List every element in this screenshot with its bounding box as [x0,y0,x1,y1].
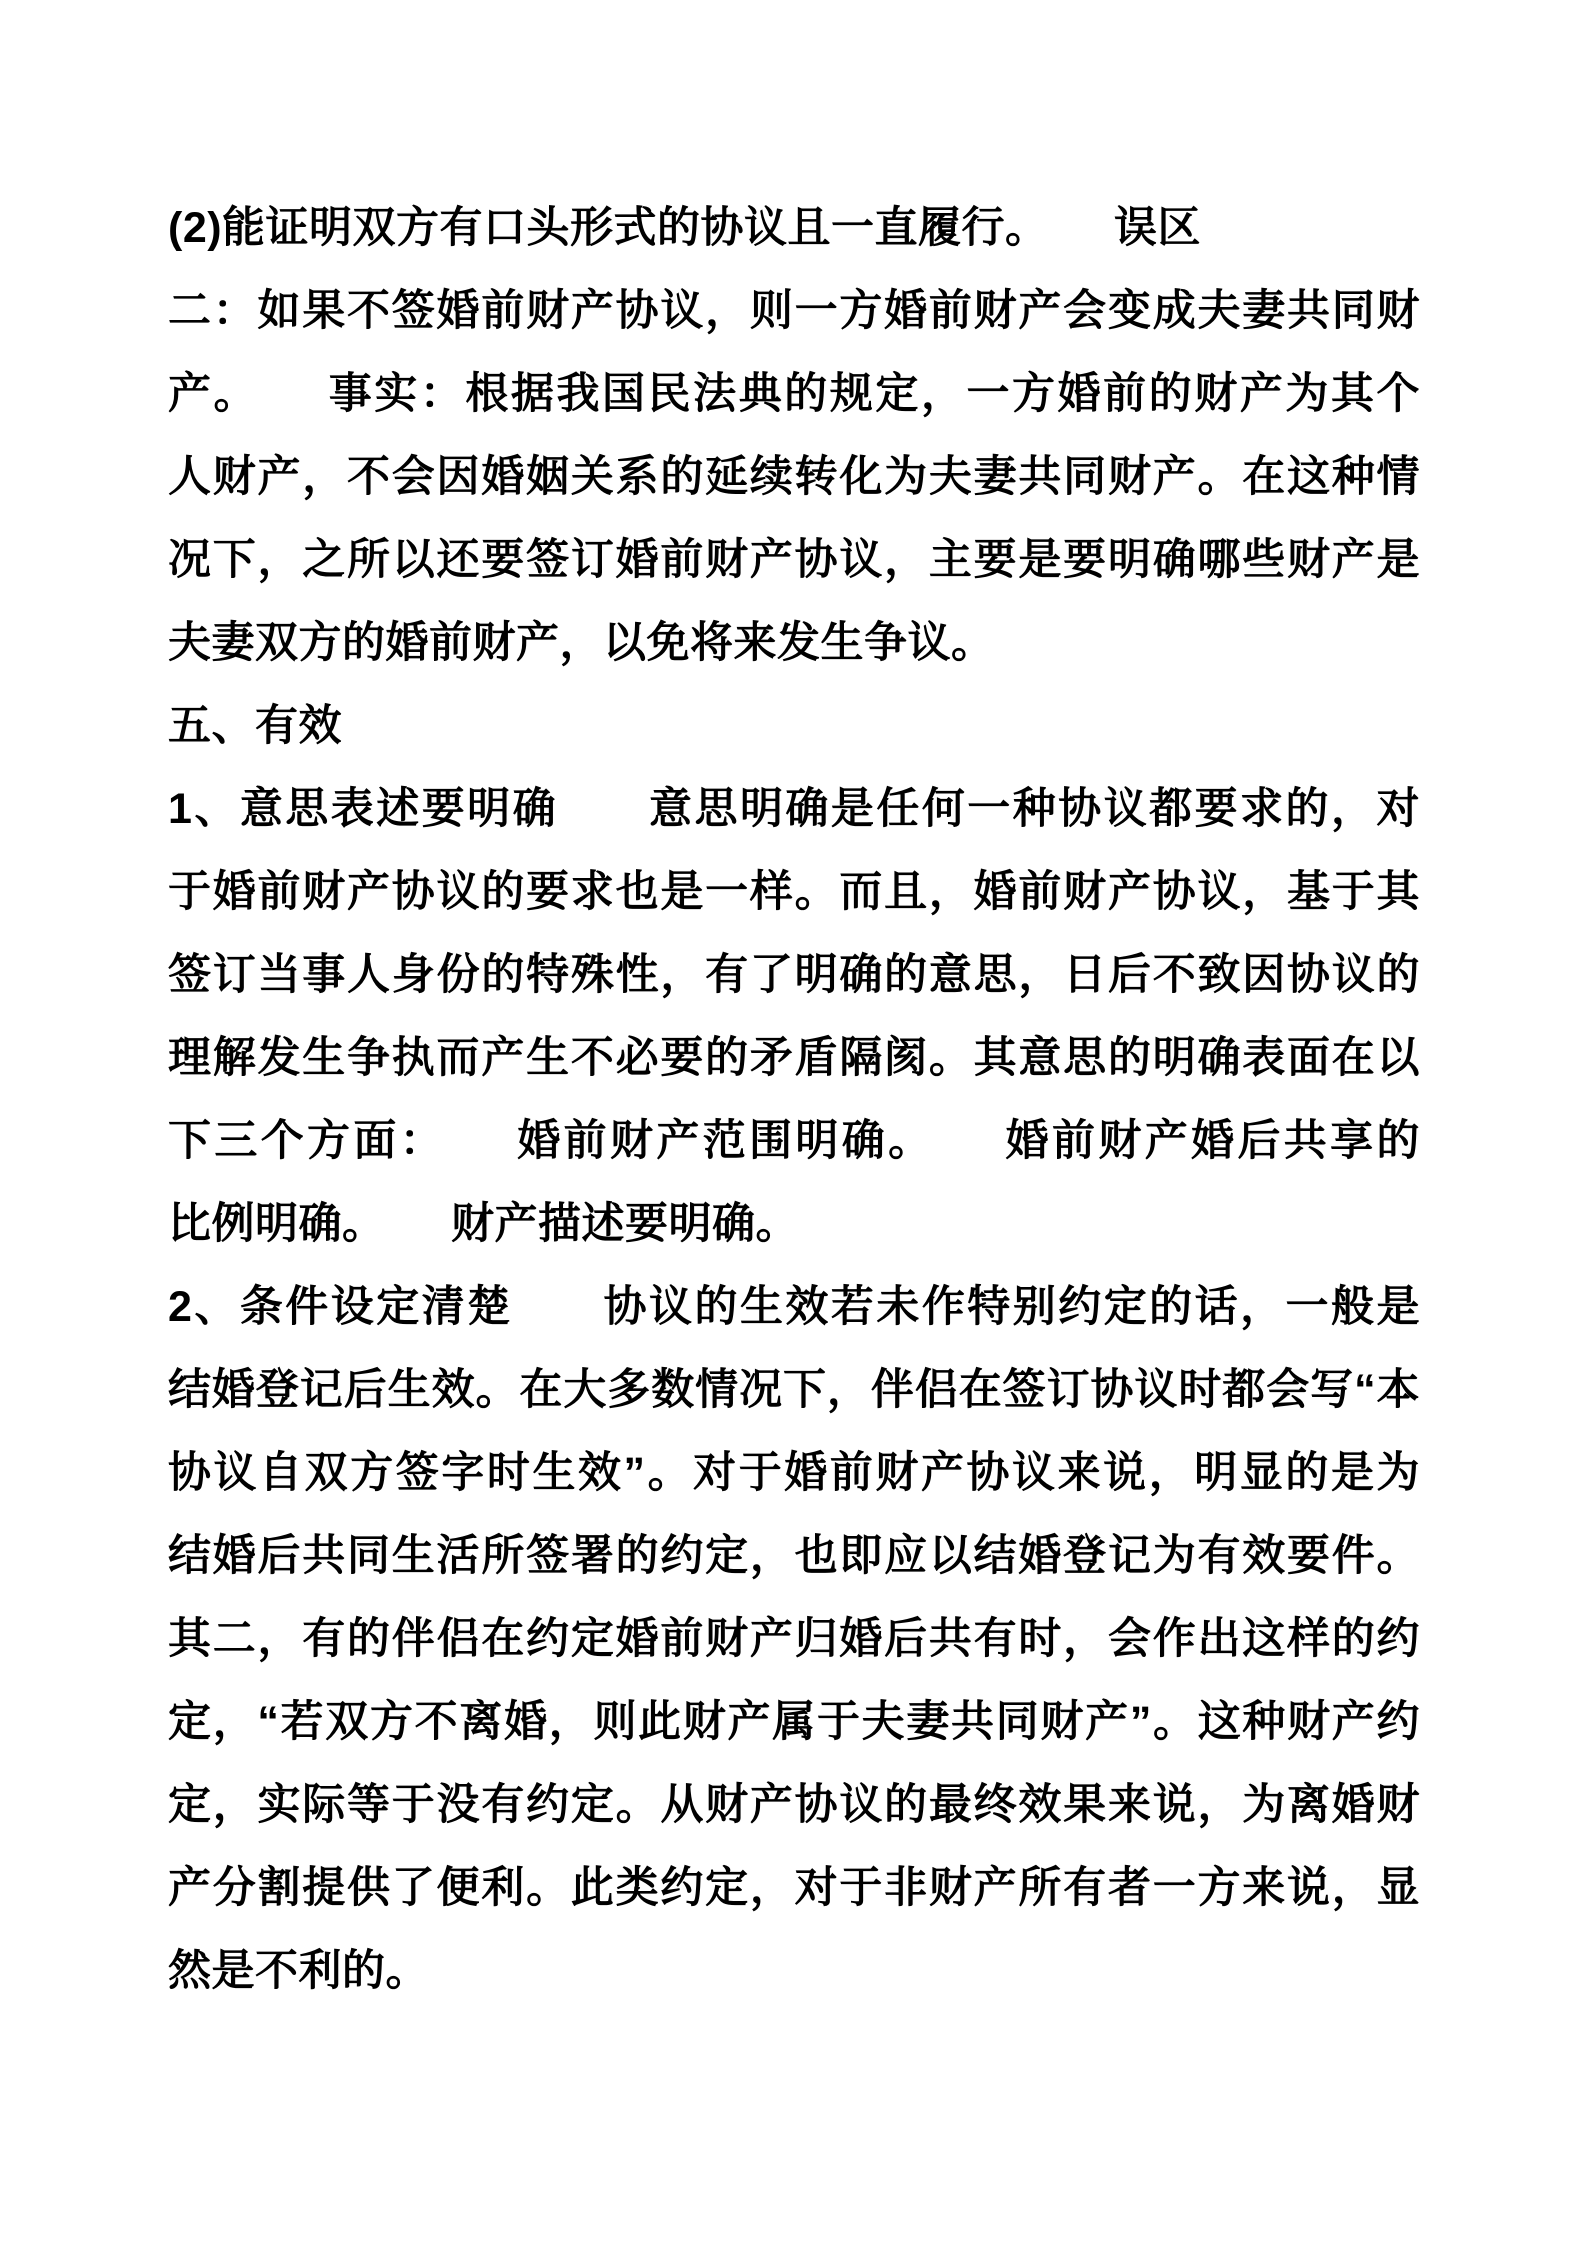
text-line: 定，实际等于没有约定。从财产协议的最终效果来说，为离婚财 [168,1781,1420,1829]
text-line: (2)能证明双方有口头形式的协议且一直履行。 误区 [168,204,1202,252]
text-line: 况下，之所以还要签订婚前财产协议，主要是要明确哪些财产是 [168,536,1420,584]
text-line: 2、条件设定清楚 协议的生效若未作特别约定的话，一般是 [168,1283,1420,1331]
text-line: 产分割提供了便利。此类约定，对于非财产所有者一方来说，显 [168,1864,1420,1912]
section-heading: 五、有效 [168,702,342,750]
text-line: 夫妻双方的婚前财产，以免将来发生争议。 [168,619,995,667]
text-line: 结婚登记后生效。在大多数情况下，伴侣在签订协议时都会写“本 [168,1366,1420,1414]
text-line: 其二，有的伴侣在约定婚前财产归婚后共有时，会作出这样的约 [168,1615,1420,1663]
text-line: 1、意思表述要明确 意思明确是任何一种协议都要求的，对 [168,785,1420,833]
text-line: 签订当事人身份的特殊性，有了明确的意思，日后不致因协议的 [168,951,1420,999]
text-line: 协议自双方签字时生效”。对于婚前财产协议来说，明显的是为 [168,1449,1420,1497]
text-line: 于婚前财产协议的要求也是一样。而且，婚前财产协议，基于其 [168,868,1420,916]
text-line: 产。 事实：根据我国民法典的规定，一方婚前的财产为其个 [168,370,1420,418]
document-text-block [168,187,1420,2013]
text-line: 下三个方面： 婚前财产范围明确。 婚前财产婚后共享的 [168,1117,1420,1165]
text-line: 结婚后共同生活所签署的约定，也即应以结婚登记为有效要件。 [168,1532,1420,1580]
text-line: 人财产，不会因婚姻关系的延续转化为夫妻共同财产。在这种情 [168,453,1420,501]
text-line: 二：如果不签婚前财产协议，则一方婚前财产会变成夫妻共同财 [168,287,1420,335]
text-line: 然是不利的。 [168,1947,429,1995]
text-line: 理解发生争执而产生不必要的矛盾隔阂。其意思的明确表面在以 [168,1034,1420,1082]
text-line: 定，“若双方不离婚，则此财产属于夫妻共同财产”。这种财产约 [168,1698,1420,1746]
text-line: 比例明确。 财产描述要明确。 [168,1200,799,1248]
